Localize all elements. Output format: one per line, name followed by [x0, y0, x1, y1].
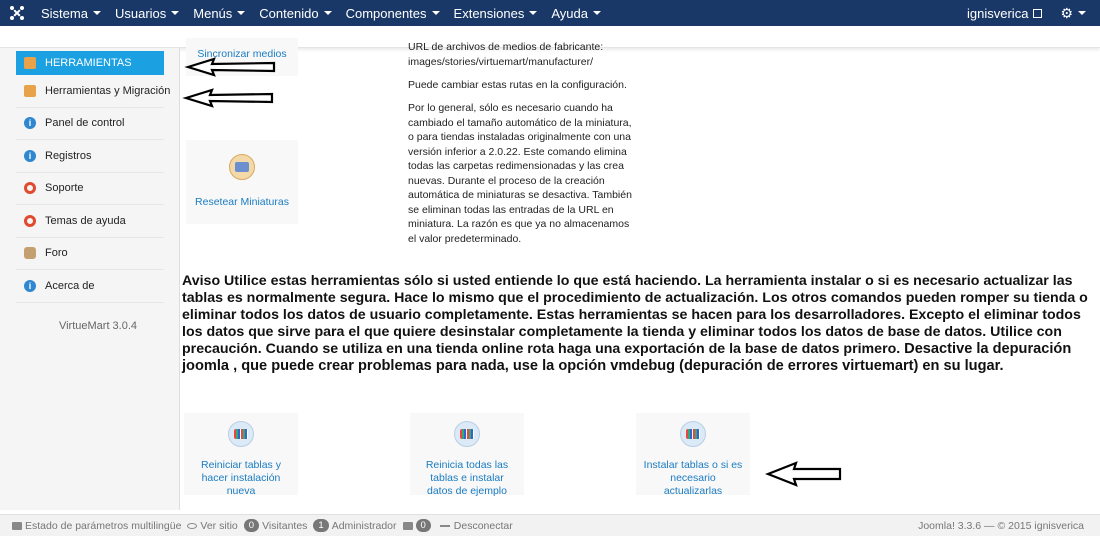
arrow-annotation-icon [186, 57, 278, 77]
lifebuoy-icon [24, 182, 36, 194]
caret-down-icon [529, 11, 537, 15]
joomla-logo-icon[interactable] [0, 0, 34, 26]
menu-extensiones[interactable]: Extensiones [447, 0, 545, 26]
reset-thumbnails-tile[interactable]: Resetear Miniaturas [186, 140, 298, 224]
caret-down-icon [593, 11, 601, 15]
reinit-tables-tile[interactable]: Reiniciar tablas y hacer instalación nueva [184, 413, 298, 495]
count-badge: 1 [313, 519, 328, 532]
sidebar-item-panel-control[interactable]: i Panel de control [16, 108, 164, 141]
arrow-annotation-icon [184, 88, 276, 108]
media-path-text: URL de archivos de medios de fabricante: images/stories/virtuemart/manufacturer/ [408, 41, 604, 68]
lifebuoy-icon [24, 215, 36, 227]
main-content [182, 41, 1100, 510]
arrow-annotation-icon [766, 461, 844, 487]
caret-down-icon [432, 11, 440, 15]
info-icon: i [24, 280, 36, 292]
tools-tile-icon [228, 421, 254, 447]
menu-menus[interactable]: Menús [186, 0, 252, 26]
menu-sistema[interactable]: Sistema [34, 0, 108, 26]
user-menu-button[interactable] [1060, 5, 1086, 22]
menu-usuarios[interactable]: Usuarios [108, 0, 186, 26]
warning-notice: Aviso Utilice estas herramientas sólo si usted entiende lo que está haciendo. La herramienta instalar o si es necesario actualizar las tablas es normalmente segura. Hace lo mismo que el procedimiento de actualización. Los otros comandos pueden romper su tienda o eliminar todos los datos de usuario completamente. Estas herramientas se hacen para los desarrolladores. Excepto el eliminar todos los datos que sirve para el que quiere desinstalar completamente la tienda y eliminar todos los datos de base de datos. Utilice con precaución. Cuando se utiliza en una tienda online rota haga una exportación de la base de datos primero. Desactive la depuración joomla , que puede crear problemas para nada, use la opción vmdebug (depuración de errores virtuemart) en su lugar. [182, 273, 1088, 374]
comment-icon [12, 522, 22, 530]
sidebar-item-temas-ayuda[interactable]: Temas de ayuda [16, 205, 164, 238]
external-link-icon [1033, 9, 1042, 18]
count-badge: 0 [416, 519, 431, 532]
view-site-link[interactable]: Ver sitio [187, 520, 237, 532]
reset-thumbnails-description: Por lo general, sólo es necesario cuando ha cambiado el tamaño automático de la miniatura, o para tiendas instaladas originalmente con una versión inferior a 2.0.22. Este comando elimina todas las carpetas redimensionadas y las crea nuevas. Durante el proceso de la creación automática de miniaturas se desactiva. También se eliminan todas las entradas de la URL en miniatura. La razón es que ya no almacenamos el valor predeterminado. [408, 102, 632, 245]
sidebar-item-soporte[interactable]: Soporte [16, 173, 164, 206]
thumbnails-icon [229, 154, 255, 180]
status-footer [0, 514, 1100, 536]
multilang-status-link[interactable]: Estado de parámetros multilingüe [12, 520, 181, 532]
envelope-icon [403, 522, 413, 530]
menu-componentes[interactable]: Componentes [339, 0, 447, 26]
count-badge: 0 [244, 519, 259, 532]
caret-down-icon [324, 11, 332, 15]
tools-icon [24, 85, 36, 97]
caret-down-icon [1078, 11, 1086, 15]
menu-ayuda[interactable]: Ayuda [544, 0, 608, 26]
sidebar-item-acerca-de[interactable]: i Acerca de [16, 270, 164, 303]
sidebar-item-foro[interactable]: Foro [16, 238, 164, 271]
sidebar-item-registros[interactable]: i Registros [16, 140, 164, 173]
sidebar [0, 48, 180, 510]
copyright-text: Joomla! 3.3.6 — © 2015 ignisverica [918, 519, 1084, 532]
caret-down-icon [237, 11, 245, 15]
info-icon: i [24, 117, 36, 129]
gear-icon: ⚙ [1060, 4, 1073, 21]
tools-tile-icon [454, 421, 480, 447]
top-navbar [0, 0, 1100, 26]
eye-icon [187, 523, 197, 529]
messages-link[interactable] [403, 519, 434, 532]
sidebar-item-herramientas-migracion[interactable]: Herramientas y Migración [16, 75, 164, 108]
caret-down-icon [171, 11, 179, 15]
config-hint-text: Puede cambiar estas rutas en la configuración. [408, 79, 627, 91]
tools-icon [24, 57, 36, 69]
sync-media-tile[interactable]: Sincronizar medios [186, 38, 298, 76]
version-label: VirtueMart 3.0.4 [58, 320, 138, 332]
menu-contenido[interactable]: Contenido [252, 0, 338, 26]
site-link[interactable]: ignisverica [967, 6, 1042, 21]
logout-link[interactable]: Desconectar [440, 520, 513, 532]
install-tables-tile[interactable]: Instalar tablas o si es necesario actualizarlas [636, 413, 750, 495]
info-icon: i [24, 150, 36, 162]
admin-count: 1 Administrador [313, 519, 396, 532]
tools-tile-icon [680, 421, 706, 447]
visitors-count: 0 Visitantes [244, 519, 308, 532]
caret-down-icon [93, 11, 101, 15]
sidebar-item-herramientas[interactable]: HERRAMIENTAS [16, 51, 164, 75]
minus-icon [440, 525, 450, 527]
reinit-all-tables-tile[interactable]: Reinicia todas las tablas e instalar datos de ejemplo [410, 413, 524, 495]
users-icon [24, 247, 36, 259]
